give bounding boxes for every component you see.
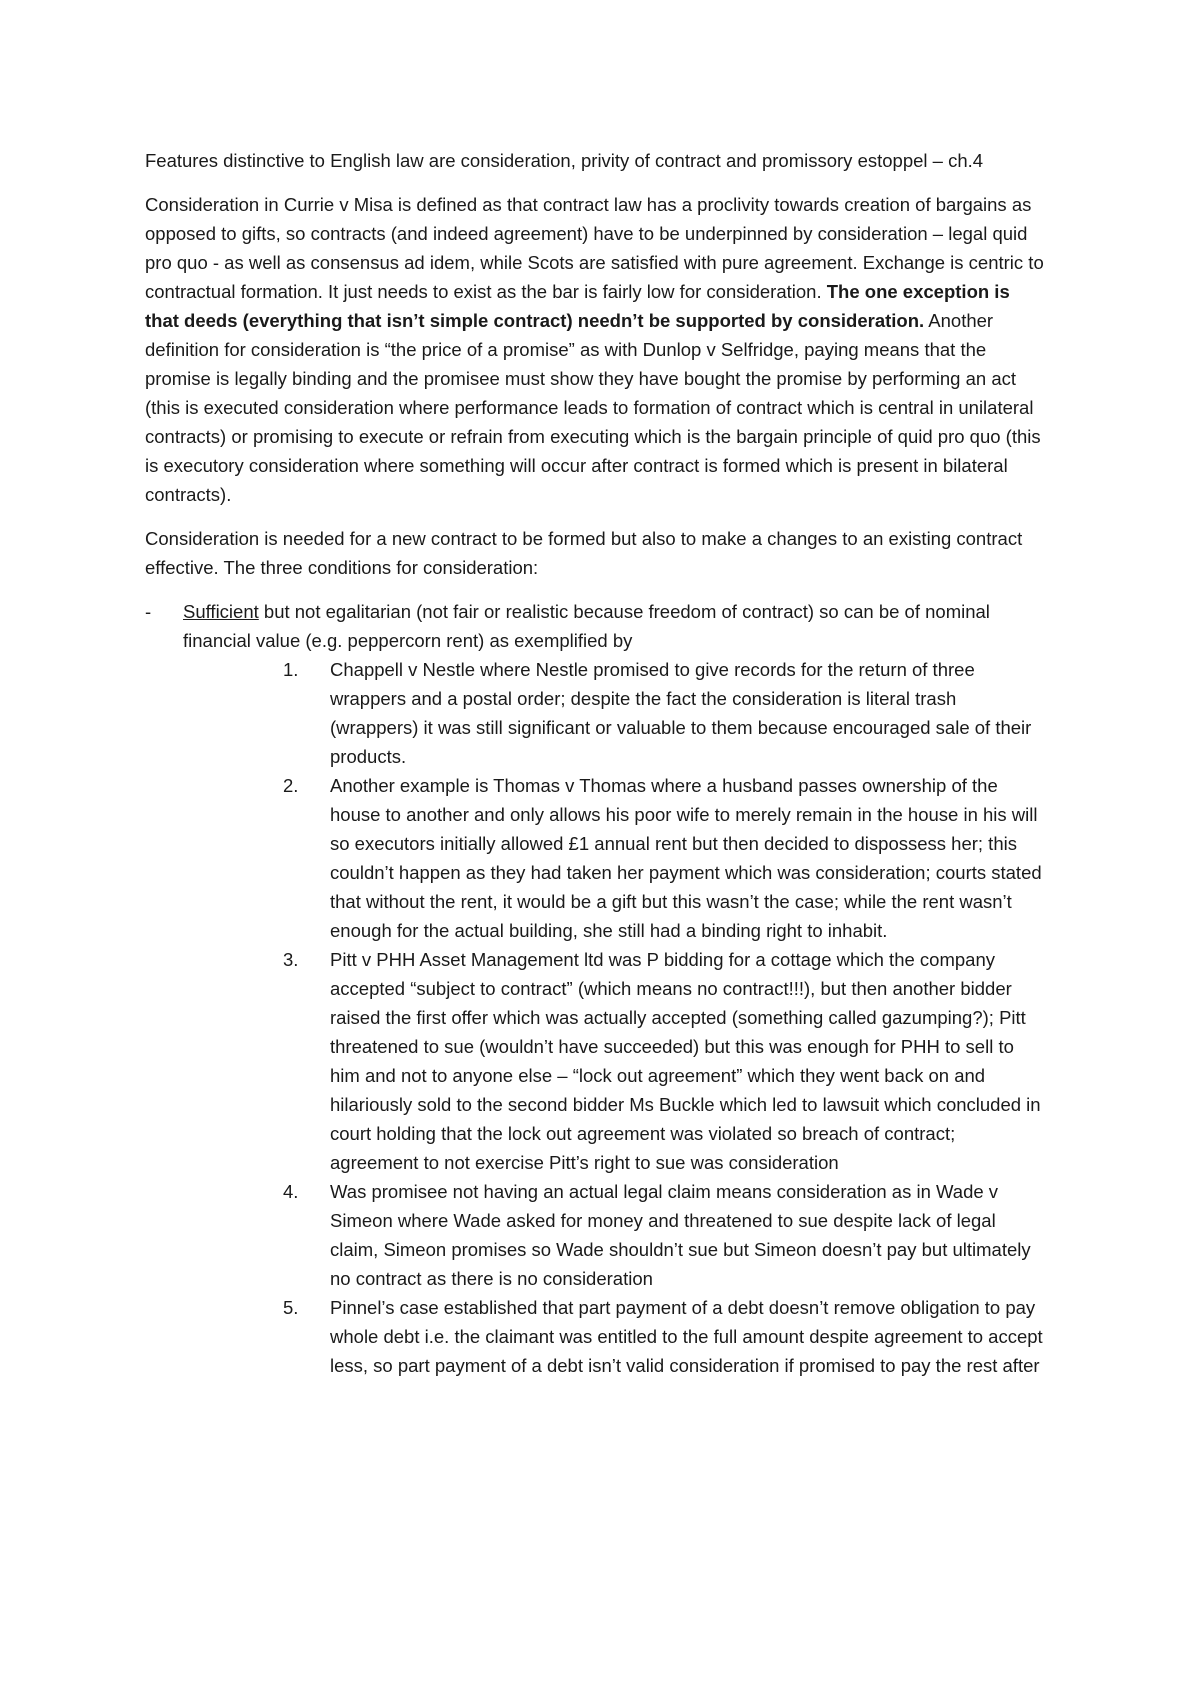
case-number: 2. [283, 775, 299, 796]
conditions-intro-paragraph: Consideration is needed for a new contract to be formed but also to make a changes to an existing contract effective. The three conditions for consideration: [145, 528, 1023, 578]
case-text: Pinnel’s case established that part payment of a debt doesn’t remove obligation to pay whole debt i.e. the claimant was entitled to the full amount despite agreement to accept less, so part payment of a debt isn’t valid consideration if promised to pay the rest after [330, 1297, 1043, 1376]
case-item [183, 1293, 1045, 1380]
case-item [183, 771, 1045, 945]
case-number: 3. [283, 949, 299, 970]
case-text: Another example is Thomas v Thomas where a husband passes ownership of the house to another and only allows his poor wife to merely remain in the house in his will so executors initially allowed £1 annual rent but then decided to dispossess her; this couldn’t happen as they had taken her payment which was consideration; courts stated that without the rent, it would be a gift but this wasn’t the case; while the rent wasn’t enough for the actual building, she still had a binding right to inhabit. [330, 775, 1042, 941]
paragraph-text: Consideration in Currie v Misa is defined as that contract law has a proclivity towards creation of bargains as opposed to gifts, so contracts (and indeed agreement) have to be underpinned by consideration – legal quid pro quo - as well as consensus ad idem, while Scots are satisfied with pure agreement. Exchange is centric to contractual formation. It just needs to exist as the bar is fairly low for consideration. [145, 194, 1044, 302]
intro-paragraph: Features distinctive to English law are consideration, privity of contract and promissory estoppel – ch.4 [145, 150, 984, 171]
case-item [183, 1177, 1045, 1293]
case-number: 5. [283, 1297, 299, 1318]
case-text: Was promisee not having an actual legal claim means consideration as in Wade v Simeon where Wade asked for money and threatened to sue despite lack of legal claim, Simeon promises so Wade shouldn’t sue but Simeon doesn’t pay but ultimately no contract as there is no consideration [330, 1181, 1031, 1289]
consideration-definition-paragraph [145, 190, 1045, 509]
case-item [183, 655, 1045, 771]
case-text: Pitt v PHH Asset Management ltd was P bidding for a cottage which the company accepted “subject to contract” (which means no contract!!!), but then another bidder raised the first offer which was actually accepted (something called gazumping?); Pitt threatened to sue (wouldn’t have succeeded) but this was enough for PHH to sell to him and not to anyone else – “lock out agreement” which they went back on and hilariously sold to the second bidder Ms Buckle which led to lawsuit which concluded in court holding that the lock out agreement was violated so breach of contract; agreement to not exercise Pitt’s right to sue was consideration [330, 949, 1041, 1173]
sufficient-term: Sufficient [183, 601, 259, 622]
case-list [183, 655, 1045, 1380]
sufficient-text: but not egalitarian (not fair or realistic because freedom of contract) so can be of nominal financial value (e.g. peppercorn rent) as exemplified by [183, 601, 990, 651]
case-text: Chappell v Nestle where Nestle promised to give records for the return of three wrappers and a postal order; despite the fact the consideration is literal trash (wrappers) it was still significant or valuable to them because encouraged sale of their products. [330, 659, 1032, 767]
case-number: 4. [283, 1181, 299, 1202]
case-number: 1. [283, 659, 299, 680]
deeds-exception-bold: The one exception is that deeds (everything that isn’t simple contract) needn’t be supported by consideration. [145, 281, 1010, 331]
dash-bullet: - [145, 601, 152, 622]
paragraph-text: Another definition for consideration is “the price of a promise” as with Dunlop v Selfridge, paying means that the promise is legally binding and the promisee must show they have bought the promise by performing an act (this is executed consideration where performance leads to formation of contract which is central in unilateral contracts) or promising to execute or refrain from executing which is the bargain principle of quid pro quo (this is executory consideration where something will occur after contract is formed which is present in bilateral contracts). [145, 310, 1041, 505]
document-body [145, 146, 1045, 1380]
case-item [183, 945, 1045, 1177]
sufficient-list-item [145, 597, 1045, 1380]
